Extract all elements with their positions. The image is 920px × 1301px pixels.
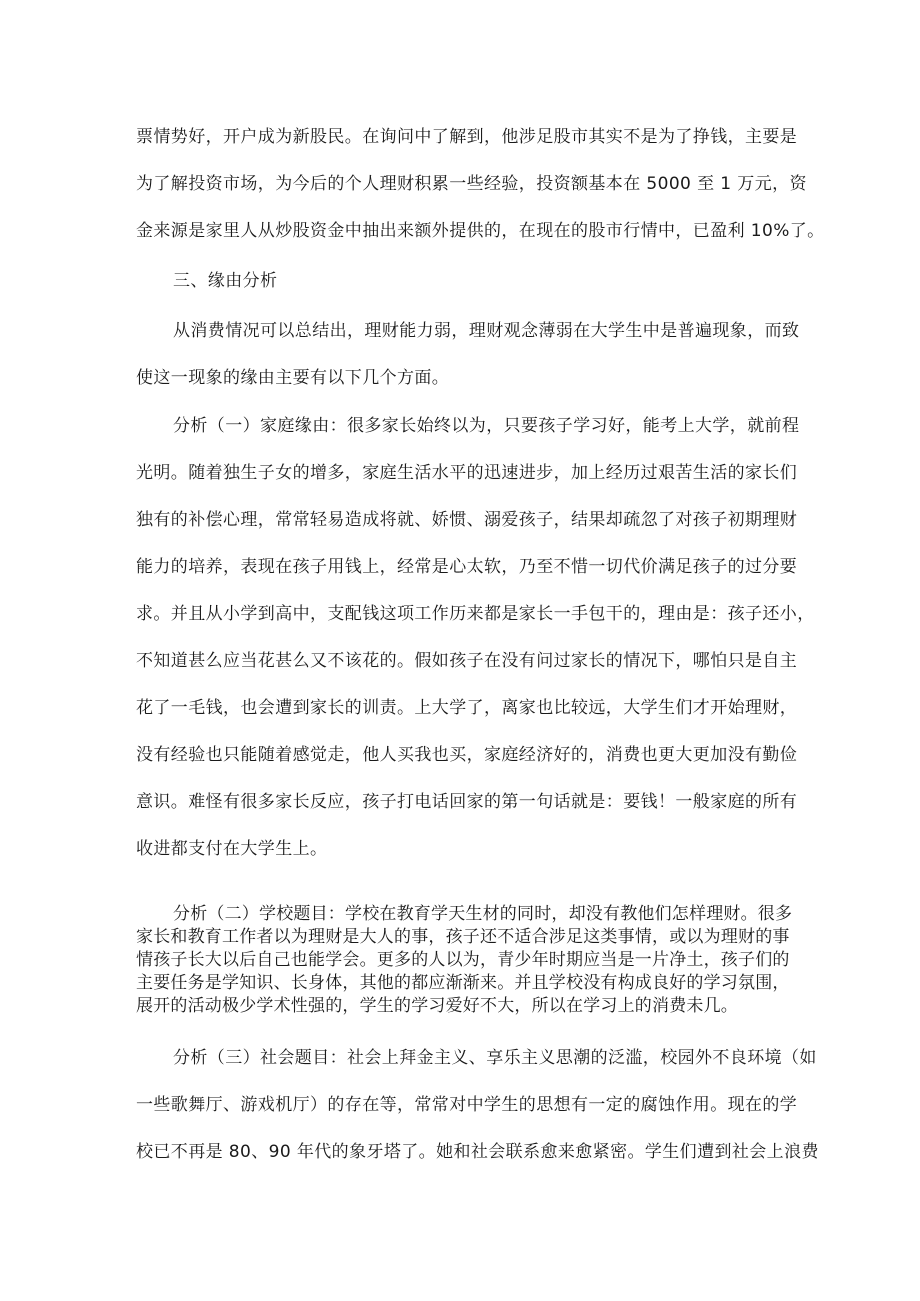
text-line: 票情势好，开户成为新股民。在询问中了解到，他涉足股市其实不是为了挣钱，主要是 [136,127,798,147]
text-line: 独有的补偿心理，常常轻易造成将就、娇惯、溺爱孩子，结果却疏忽了对孩子初期理财 [136,510,798,530]
text-line: 光明。随着独生子女的增多，家庭生活水平的迅速进步，加上经历过艰苦生活的家长们 [136,463,798,483]
text-line: 花了一毛钱，也会遭到家长的训责。上大学了，离家也比较远，大学生们才开始理财， [136,698,798,718]
text-line: 情孩子长大以后自己也能学会。更多的人以为，青少年时期应当是一片净土，孩子们的 [136,950,790,970]
text-line: 主要任务是学知识、长身体，其他的都应渐渐来。并且学校没有构成良好的学习氛围， [136,973,790,993]
section-heading: 三、缘由分析 [173,271,278,291]
text-line: 不知道甚么应当花甚么又不该花的。假如孩子在没有问过家长的情况下，哪怕只是自主 [136,651,798,671]
text-line: 一些歌舞厅、游戏机厅）的存在等，常常对中学生的思想有一定的腐蚀作用。现在的学 [136,1095,798,1115]
text-line: 分析（一）家庭缘由：很多家长始终以为，只要孩子学习好，能考上大学，就前程 [173,416,800,436]
text-line: 家长和教育工作者以为理财是大人的事，孩子还不适合涉足这类事情，或以为理财的事 [136,927,790,947]
text-line: 意识。难怪有很多家长反应，孩子打电话回家的第一句话就是：要钱！一般家庭的所有 [136,792,798,812]
text-line: 使这一现象的缘由主要有以下几个方面。 [136,368,450,388]
text-line: 分析（三）社会题目：社会上拜金主义、享乐主义思潮的泛滥，校园外不良环境（如 [173,1048,817,1068]
text-line: 为了解投资市场，为今后的个人理财积累一些经验，投资额基本在 5000 至 1 万元，资 [136,174,807,194]
text-line: 收进都支付在大学生上。 [136,839,328,859]
text-line: 能力的培养，表现在孩子用钱上，经常是心太软，乃至不惜一切代价满足孩子的过分要 [136,557,798,577]
text-line: 从消费情况可以总结出，理财能力弱，理财观念薄弱在大学生中是普遍现象，而致 [173,321,800,341]
text-line: 展开的活动极少学术性强的，学生的学习爱好不大，所以在学习上的消费未几。 [136,996,738,1016]
text-line: 校已不再是 80、90 年代的象牙塔了。她和社会联系愈来愈紧密。学生们遭到社会上浪费 [136,1142,819,1162]
text-line: 求。并且从小学到高中，支配钱这项工作历来都是家长一手包干的，理由是：孩子还小， [136,604,815,624]
text-line: 分析（二）学校题目：学校在教育学天生材的同时，却没有教他们怎样理财。很多 [173,904,793,924]
text-line: 没有经验也只能随着感觉走，他人买我也买，家庭经济好的，消费也更大更加没有勤俭 [136,745,798,765]
text-line: 金来源是家里人从炒股资金中抽出来额外提供的，在现在的股市行情中，已盈利 10%了。 [136,221,825,241]
